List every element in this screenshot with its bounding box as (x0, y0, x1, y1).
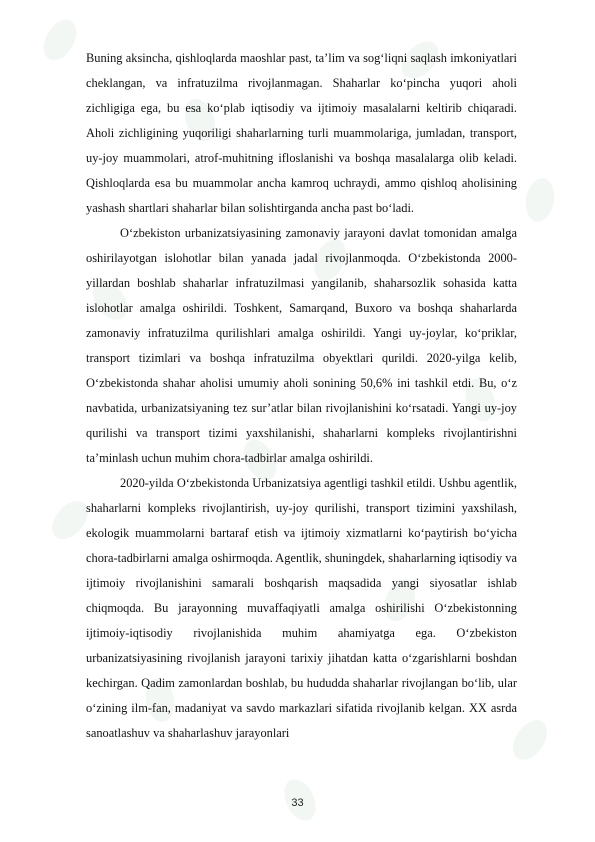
paragraph-1: Buning aksincha, qishloqlarda maoshlar past, ta’lim va sog‘liqni saqlash imkoniyatlari cheklangan, va infratuzilma rivojlanmagan. Shaharlar ko‘pincha yuqori aholi zichligiga ega, bu esa ko‘plab iqtisodiy va ijtimoiy masalalarni keltirib chiqaradi. Aholi zichligining yuqoriligi shaharlarning turli muammolariga, jumladan, transport, uy-joy muammolari, atrof-muhitning ifloslanishi va boshqa masalalarga olib keladi. Qishloqlarda esa bu muammolar ancha kamroq uchraydi, ammo qishloq aholisining yashash shartlari shaharlar bilan solishtirganda ancha past bo‘ladi. (86, 51, 517, 215)
page-number: 33 (291, 797, 304, 809)
paragraph-2: O‘zbekiston urbanizatsiyasining zamonaviy jarayoni davlat tomonidan amalga oshirilayotgan islohotlar bilan yanada jadal rivojlanmoqda. O‘zbekistonda 2000-yillardan boshlab shaharlar infratuzilmasi yangilanib, shaharsozlik sohasida katta islohotlar amalga oshirildi. Toshkent, Samarqand, Buxoro va boshqa shaharlarda zamonaviy infratuzilma qurilishlari amalga oshirildi. Yangi uy-joylar, ko‘priklar, transport tizimlari va boshqa infratuzilma obyektlari qurildi. 2020-yilga kelib, O‘zbekistonda shahar aholisi umumiy aholi sonining 50,6% ini tashkil etdi. Bu, o‘z navbatida, urbanizatsiyaning tez sur’atlar bilan rivojlanishini ko‘rsatadi. Yangi uy-joy qurilishi va transport tizimi yaxshilanishi, shaharlarni kompleks rivojlantirishni ta’minlash uchun muhim chora-tadbirlar amalga oshirildi. (86, 226, 517, 465)
body-text (86, 46, 517, 746)
paragraph-3: 2020-yilda O‘zbekistonda Urbanizatsiya agentligi tashkil etildi. Ushbu agentlik, shaharlarni kompleks rivojlantirish, uy-joy qurilishi, transport tizimini yaxshilash, ekologik muammolarni bartaraf etish va ijtimoiy xizmatlarni ko‘paytirish bo‘yicha chora-tadbirlarni amalga oshirmoqda. Agentlik, shuningdek, shaharlarning iqtisodiy va ijtimoiy rivojlanishini samarali boshqarish maqsadida yangi siyosatlar ishlab chiqmoqda. Bu jarayonning muvaffaqiyatli amalga oshirilishi O‘zbekistonning ijtimoiy-iqtisodiy rivojlanishida muhim ahamiyatga ega. O‘zbekiston urbanizatsiyasining rivojlanish jarayoni tarixiy jihatdan katta o‘zgarishlarni boshdan kechirgan. Qadim zamonlardan boshlab, bu hududda shaharlar rivojlangan bo‘lib, ular o‘zining ilm-fan, madaniyat va savdo markazlari sifatida rivojlanib kelgan. XX asrda sanoatlashuv va shaharlashuv jarayonlari (86, 476, 517, 740)
